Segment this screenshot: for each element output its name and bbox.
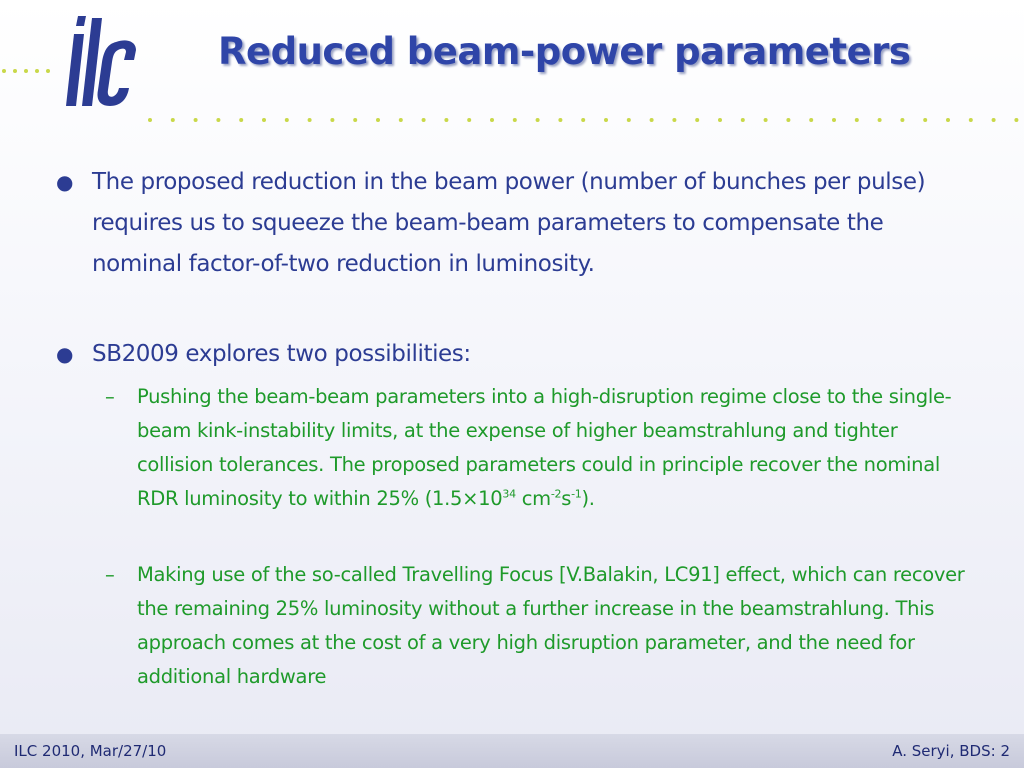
bullet-item bbox=[56, 334, 952, 375]
bullet-dot-icon: ● bbox=[56, 342, 74, 366]
dash-icon: – bbox=[105, 563, 115, 586]
subbullet-item bbox=[105, 380, 977, 516]
bullet-dot-icon: ● bbox=[56, 170, 74, 194]
decorative-dot-rule bbox=[146, 116, 1024, 124]
decorative-dot-line-left bbox=[0, 68, 58, 74]
bullet-item bbox=[56, 162, 952, 285]
dash-icon: – bbox=[105, 385, 115, 408]
subbullet-text: Pushing the beam-beam parameters into a high-disruption regime close to the single-beam kink-instability limits, at the expense of higher beamstrahlung and tighter collision tolerances. The proposed parameters could in principle recover the nominal RDR luminosity to within 25% ($1.5\times 10^{34}$ $cm^{-2}s^{-1}$). bbox=[137, 385, 952, 510]
subbullet-text: Making use of the so-called Travelling Focus [V.Balakin, LC91] effect, which can recover the remaining 25% luminosity without a further increase in the beamstrahlung. This approach comes at the cost of a very high disruption parameter, and the need for additional hardware bbox=[137, 563, 965, 688]
bullet-text: SB2009 explores two possibilities: bbox=[92, 341, 471, 367]
subbullet-item bbox=[105, 558, 977, 694]
footer-page-info: A. Seryi, BDS: 2 bbox=[892, 742, 1010, 760]
bullet-text: The proposed reduction in the beam power (number of bunches per pulse) requires us to squeeze the beam-beam parameters to compensate the nominal factor-of-two reduction in luminosity. bbox=[92, 169, 926, 277]
page-title: Reduced beam-power parameters bbox=[218, 30, 911, 73]
footer-date: ILC 2010, Mar/27/10 bbox=[14, 742, 167, 760]
ilc-logo bbox=[62, 14, 142, 110]
